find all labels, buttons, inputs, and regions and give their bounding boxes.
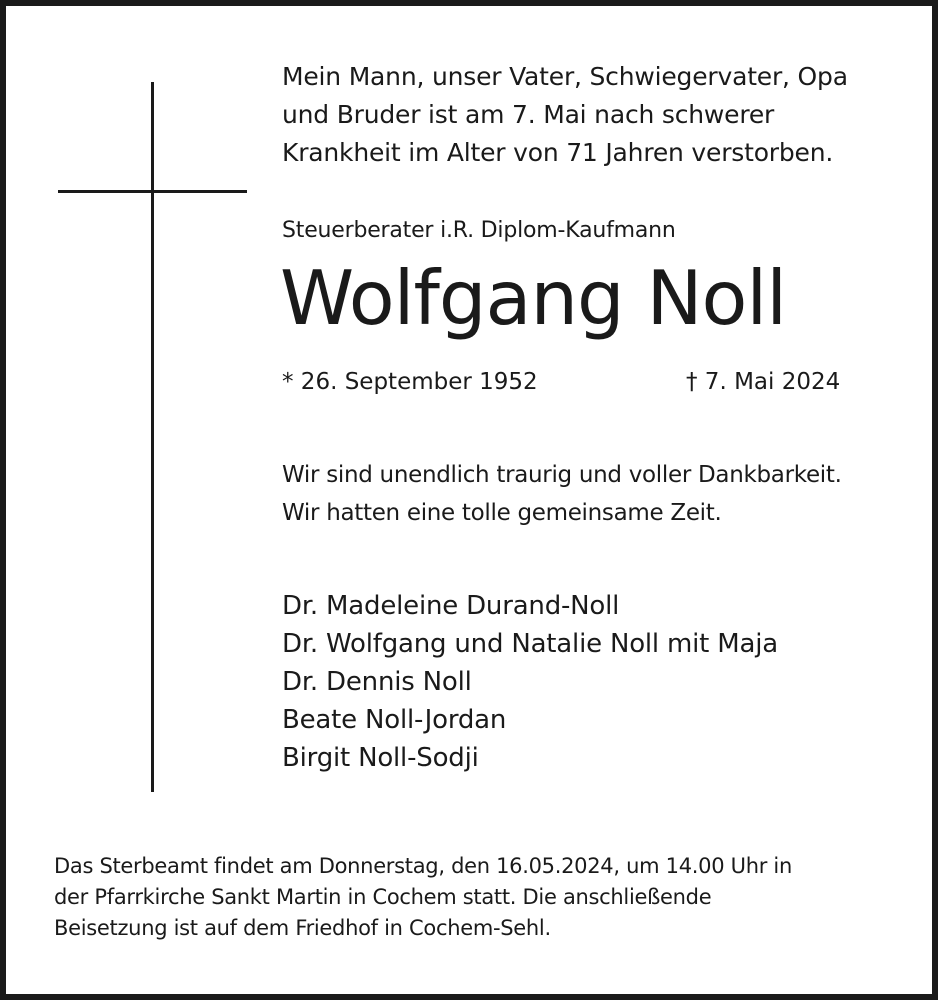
cross-horizontal-bar xyxy=(58,190,247,193)
message-line: Wir hatten eine tolle gemeinsame Zeit. xyxy=(282,500,722,526)
mourner-name: Birgit Noll-Sodji xyxy=(282,743,479,773)
cross-vertical-bar xyxy=(151,82,154,792)
deceased-name: Wolfgang Noll xyxy=(280,254,787,342)
mourner-name: Dr. Madeleine Durand-Noll xyxy=(282,591,620,621)
service-line: Das Sterbeamt findet am Donnerstag, den 16.05.2024, um 14.00 Uhr in xyxy=(54,854,792,878)
service-line: der Pfarrkirche Sankt Martin in Cochem statt. Die anschließende xyxy=(54,885,712,909)
service-notice xyxy=(54,851,792,944)
mourner-name: Beate Noll-Jordan xyxy=(282,705,507,735)
message-line: Wir sind unendlich traurig und voller Dankbarkeit. xyxy=(282,462,842,488)
message-text xyxy=(282,456,842,532)
mourner-name: Dr. Wolfgang und Natalie Noll mit Maja xyxy=(282,629,778,659)
intro-text xyxy=(282,58,848,172)
mourners-list xyxy=(282,587,778,777)
birth-date: * 26. September 1952 xyxy=(282,369,538,395)
service-line: Beisetzung ist auf dem Friedhof in Cochem-Sehl. xyxy=(54,916,551,940)
deceased-title: Steuerberater i.R. Diplom-Kaufmann xyxy=(282,218,676,243)
mourner-name: Dr. Dennis Noll xyxy=(282,667,472,697)
intro-line: Mein Mann, unser Vater, Schwiegervater, Opa xyxy=(282,62,848,91)
death-date: † 7. Mai 2024 xyxy=(686,369,841,395)
intro-line: und Bruder ist am 7. Mai nach schwerer xyxy=(282,100,775,129)
intro-line: Krankheit im Alter von 71 Jahren verstorben. xyxy=(282,138,834,167)
